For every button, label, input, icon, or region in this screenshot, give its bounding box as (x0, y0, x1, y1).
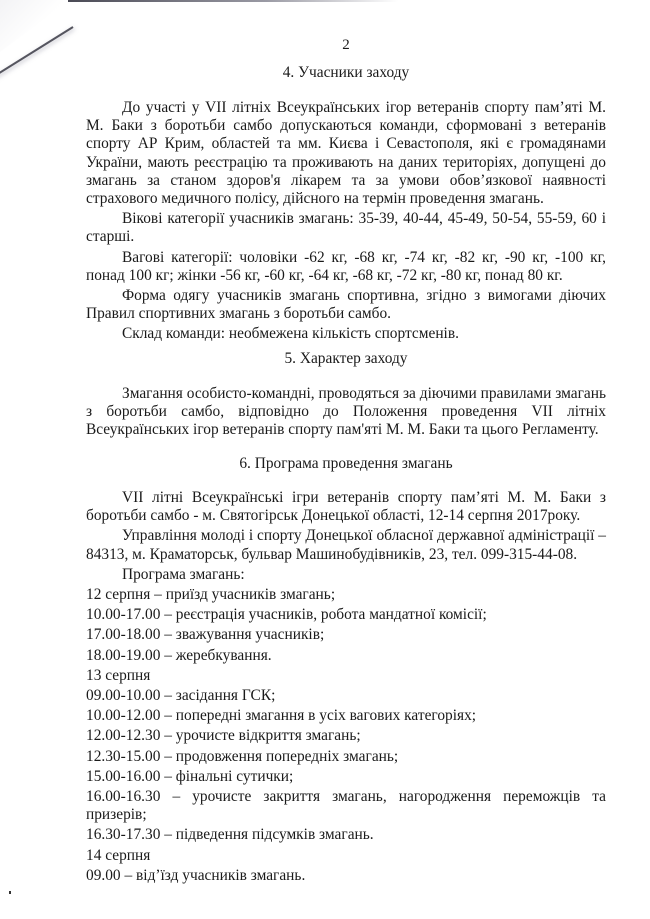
section-title-event-nature: 5. Характер заходу (284, 350, 408, 367)
schedule-item-day-1: 12 серпня – приїзд учасників змагань; (86, 586, 336, 604)
paragraph-team-composition: Склад команди: необмежена кількість спортсменів. (122, 325, 459, 343)
schedule-item-departure: 09.00 – від’їзд учасників змагань. (86, 866, 306, 884)
schedule-item-preliminaries: 10.00-12.00 – попередні змагання в усіх вагових категоріях; (86, 707, 477, 725)
paragraph-organizer-contact: Управління молоді і спорту Донецької обласної державної адміністрації – 84313, м. Краматорськ, бульвар Машинобудівників, 23, тел. 099-315-44-08. (86, 527, 606, 563)
paragraph-uniform: Форма одягу учасників змагань спортивна, згідно з вимогами діючих Правил спортивних змагань з боротьби самбо. (86, 287, 606, 323)
section-program-body (86, 489, 606, 885)
page-number: 2 (342, 37, 350, 53)
paragraph-age-categories: Вікові категорії учасників змагань: 35-39, 40-44, 45-49, 50-54, 55-59, 60 і старші. (86, 210, 606, 246)
section-title-participants: 4. Учасники заходу (282, 64, 410, 81)
schedule-item-draw: 18.00-19.00 – жеребкування. (86, 646, 272, 664)
section-event-nature-body (86, 385, 606, 440)
paragraph-competition-type: Змагання особисто-командні, проводяться за діючими правилами змагань з боротьби самбо, відповідно до Положення проведення VII літніх Всеукраїнських ігор ветеранів спорту пам'яті М. М. Баки та цього Регламенту. (86, 385, 606, 439)
schedule-item-registration: 10.00-17.00 – реєстрація учасників, робота мандатної комісії; (86, 606, 487, 624)
scan-speck (9, 891, 11, 894)
schedule-item-day-2: 13 серпня (86, 666, 151, 684)
paragraph-games-location: VII літні Всеукраїнські ігри ветеранів спорту пам’яті М. М. Баки з боротьби самбо - м. Святогірськ Донецької області, 12-14 серпня 2017року. (86, 489, 606, 525)
schedule-item-closing-ceremony: 16.00-16.30 – урочисте закриття змагань, нагородження переможців та призерів; (86, 788, 606, 824)
paragraph-weight-categories: Вагові категорії: чоловіки -62 кг, -68 кг, -74 кг, -82 кг, -90 кг, -100 кг, понад 100 кг; жінки -56 кг, -60 кг, -64 кг, -68 кг, -72 кг, -80 кг, понад 80 кг. (86, 248, 606, 284)
schedule-list (86, 586, 606, 885)
paragraph-admission: До участі у VII літніх Всеукраїнських ігор ветеранів спорту пам’яті М. М. Баки з боротьби самбо допускаються команди, сформовані з ветеранів спорту АР Крим, областей та мм. Києва і Севастополя, які є громадянами України, мають реєстрацію та проживають на даних територіях, допущені до змагань за станом здоров'я лікарем та за умови обов’язкової наявності страхового медичного полісу, дійсного на термін проведення змагань. (86, 99, 606, 208)
schedule-item-weigh-in: 17.00-18.00 – зважування учасників; (86, 626, 325, 644)
scan-corner-fold-shade (0, 0, 70, 52)
program-heading: Програма змагань: (122, 565, 245, 583)
schedule-item-preliminaries-continued: 12.30-15.00 – продовження попередніх змагань; (86, 747, 399, 765)
section-title-program: 6. Програма проведення змагань (239, 455, 453, 472)
section-participants-body (86, 99, 606, 344)
schedule-item-opening-ceremony: 12.00-12.30 – урочисте відкриття змагань; (86, 727, 361, 745)
schedule-item-judges-meeting: 09.00-10.00 – засідання ГСК; (86, 687, 276, 705)
schedule-item-day-3: 14 серпня (86, 846, 151, 864)
scan-top-edge (68, 0, 398, 2)
schedule-item-results: 16.30-17.30 – підведення підсумків змагань. (86, 826, 374, 844)
schedule-item-finals: 15.00-16.00 – фінальні сутички; (86, 767, 294, 785)
